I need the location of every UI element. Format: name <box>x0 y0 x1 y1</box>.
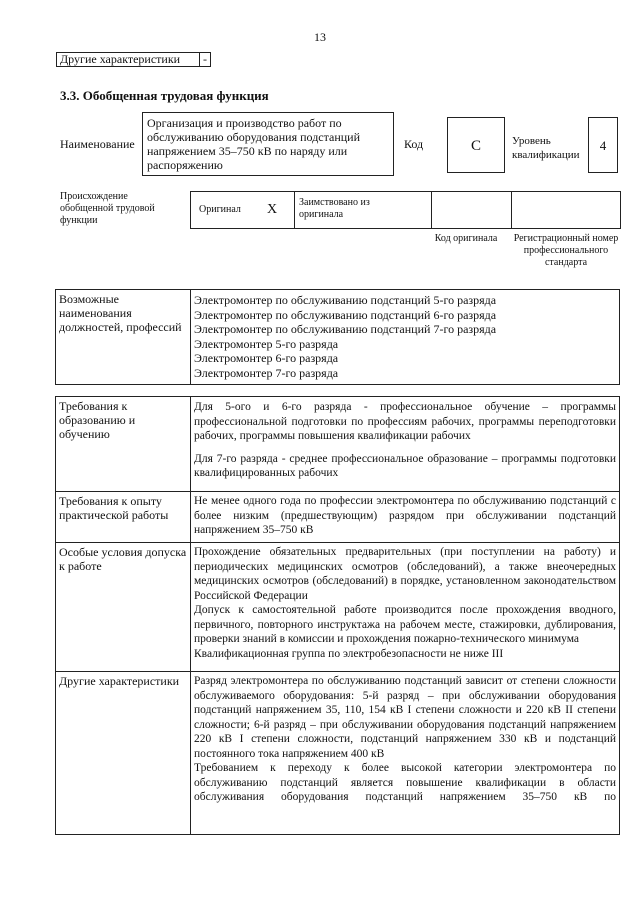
position-item: Электромонтер 6-го разряда <box>194 351 339 365</box>
positions-list <box>191 290 620 385</box>
other-characteristics-label: Другие характеристики <box>57 53 200 67</box>
other-label: Другие характеристики <box>56 672 191 835</box>
other-characteristics-value: - <box>200 53 211 67</box>
education-label: Требования к образованию и обучению <box>56 397 191 492</box>
other-text <box>191 672 620 835</box>
page-number: 13 <box>314 30 326 44</box>
education-text <box>191 397 620 492</box>
code-original-caption: Код оригинала <box>434 233 498 244</box>
origin-box <box>190 191 621 229</box>
experience-label: Требования к опыту практической работы <box>56 492 191 543</box>
education-paragraph: Для 7-го разряда - среднее профессиональное образование – программы подготовки квалифицированных рабочих <box>194 452 616 479</box>
original-mark: X <box>267 202 278 217</box>
special-text <box>191 543 620 672</box>
level-value: 4 <box>588 117 618 173</box>
origin-label: Происхождение обобщенной трудовой функции <box>60 191 155 226</box>
registration-caption: Регистрационный номер профессионального стандарта <box>513 233 619 268</box>
section-title: 3.3. Обобщенная трудовая функция <box>60 88 269 103</box>
requirements-table <box>55 396 620 835</box>
level-label: Уровень квалификации <box>512 135 580 161</box>
divider <box>431 191 432 229</box>
positions-table <box>55 289 620 385</box>
original-label: Оригинал <box>199 204 241 215</box>
position-item: Электромонтер 5-го разряда <box>194 336 339 351</box>
function-name: Организация и производство работ по обслуживанию оборудования подстанций напряжением 35–750 кВ по наряду или распоряжению <box>142 112 394 176</box>
divider <box>511 191 512 229</box>
position-item: Электромонтер 7-го разряда <box>194 365 339 380</box>
experience-text: Не менее одного года по профессии электромонтера по обслуживанию подстанций с более низким (предшествующим) разрядом при обслуживании подстанций напряжением 35–750 кВ <box>191 492 620 543</box>
code-label: Код <box>404 137 424 151</box>
other-paragraph: Требованием к переходу к более высокой категории электромонтера по обслуживанию подстанций является повышение квалификации в области обслуживания оборудования подстанций напряжением 35–750 кВ по <box>194 762 616 803</box>
borrowed-label: Заимствовано из оригинала <box>299 197 370 220</box>
special-label: Особые условия допуска к работе <box>56 543 191 672</box>
position-item: Электромонтер по обслуживанию подстанций 6-го разряда <box>194 307 497 322</box>
special-paragraph: Допуск к самостоятельной работе производится после прохождения вводного, первичного, повторного инструктажа на рабочем месте, стажировки, дублирования, проверки знаний в комиссии и прохождения пожарно-технического минимума <box>194 604 616 645</box>
special-paragraph: Прохождение обязательных предварительных (при поступлении на работу) и периодических медицинских осмотров (обследований), а также внеочередных медицинских осмотров (обследований) в порядке, установленном законодательством Российской Федерации <box>194 546 616 602</box>
special-paragraph: Квалификационная группа по электробезопасности не ниже III <box>194 647 504 660</box>
position-item: Электромонтер по обслуживанию подстанций 7-го разряда <box>194 322 497 336</box>
positions-label: Возможные наименования должностей, профессий <box>56 290 191 385</box>
position-item: Электромонтер по обслуживанию подстанций 5-го разряда <box>194 293 497 307</box>
divider <box>294 191 295 229</box>
other-characteristics-table <box>56 52 211 67</box>
education-paragraph: Для 5-ого и 6-го разряда - профессиональное обучение – программы профессиональной подготовки по профессиям рабочих, программы переподготовки рабочих, программы повышения квалификации рабочих <box>194 401 616 442</box>
other-paragraph: Разряд электромонтера по обслуживанию подстанций зависит от степени сложности обслуживаемого оборудования: 5-й разряд – при обслуживании оборудования подстанций напряжением 35, 110, 154 кВ I степени сложности и 220 кВ II степени сложности; 6-й разряд – при обслуживании оборудования подстанций напряжением 220 кВ I степени сложности, подстанций напряжением 330 кВ и подстанций постоянного тока напряжением 400 кВ <box>194 675 616 760</box>
code-value: C <box>447 117 505 173</box>
name-label: Наименование <box>60 137 135 151</box>
